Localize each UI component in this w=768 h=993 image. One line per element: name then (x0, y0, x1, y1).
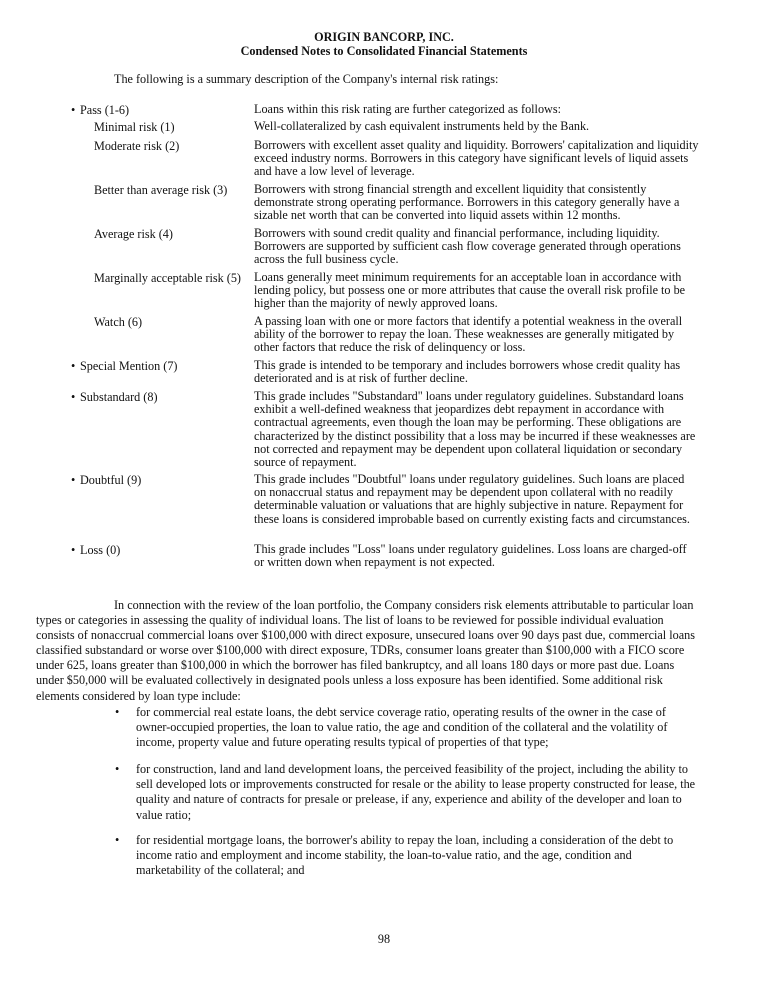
bullet-icon: • (71, 473, 76, 487)
page-title: Condensed Notes to Consolidated Financial Statements (240, 44, 528, 58)
rating-description: Loans within this risk rating are further categorized as follows: (254, 102, 561, 116)
intro-text: The following is a summary description of the Company's internal risk ratings: (114, 72, 499, 86)
rating-label: Marginally acceptable risk (5) (94, 271, 241, 285)
rating-description: Borrowers with sound credit quality and financial performance, including liquidity. Borrowers are supported by sufficient cash flow coverage generated through operations across the full business cycle. (254, 226, 681, 267)
loan-review-paragraph: In connection with the review of the loan portfolio, the Company considers risk elements attributable to particular loan types or categories in assessing the quality of individual loans. The list of loans to be reviewed for possible individual evaluation consists of nonaccrual commercial loans over $100,000 with direct exposure, unsecured loans over 90 days past due, commercial loans classified substandard or worse over $100,000 with direct exposure, TDRs, consumer loans greater than $100,000 with a FICO score under 625, loans greater than $100,000 in which the borrower has filed bankruptcy, and all loans 180 days or more past due. Loans under $50,000 will be evaluated collectively in designated pools unless a loss exposure has been identified. Some additional risk elements considered by loan type include: (36, 598, 695, 703)
bullet-icon: • (115, 833, 120, 847)
rating-label: Doubtful (9) (80, 473, 142, 487)
rating-description: This grade includes "Loss" loans under regulatory guidelines. Loss loans are charged-off or written down when repayment is not expected. (254, 542, 687, 570)
bullet-icon: • (71, 543, 76, 557)
rating-description: A passing loan with one or more factors that identify a potential weakness in the overall ability of the borrower to repay the loan. These weaknesses are generally mitigated by other factors that reduce the risk of delinquency or loss. (254, 314, 683, 355)
list-item-text: for residential mortgage loans, the borrower's ability to repay the loan, including a consideration of the debt to income ratio and employment and income stability, the loan-to-value ratio, and the age, condition and marketability of the collateral; and (136, 833, 674, 878)
rating-description: Well-collateralized by cash equivalent instruments held by the Bank. (254, 119, 590, 133)
bullet-icon: • (71, 103, 76, 117)
bullet-icon: • (115, 762, 120, 776)
bullet-icon: • (71, 359, 76, 373)
rating-description: Loans generally meet minimum requirements for an acceptable loan in accordance with lending policy, but possess one or more attributes that cause the overall risk profile to be higher than the majority of newly approved loans. (254, 270, 686, 311)
list-item-text: for construction, land and land development loans, the perceived feasibility of the project, including the ability to sell developed lots or improvements constructed for resale or the ability to lease property constructed for lease, the quality and nature of contracts for presale or prelease, if any, experience and ability of the developer and loan to value ratio; (136, 762, 696, 822)
bullet-icon: • (71, 390, 76, 404)
rating-description: Borrowers with strong financial strength and excellent liquidity that consistently demonstrate strong operating performance. Borrowers in this category generally have a sizable net worth that can be converted into liquid assets within 12 months. (254, 182, 680, 223)
rating-description: Borrowers with excellent asset quality and liquidity. Borrowers' capitalization and liquidity exceed industry norms. Borrowers in this category have significant levels of liquid assets and have a low level of leverage. (254, 138, 699, 179)
page-number: 98 (377, 932, 391, 946)
rating-label: Watch (6) (94, 315, 143, 329)
rating-description: This grade includes "Substandard" loans under regulatory guidelines. Substandard loans exhibit a well-defined weakness that jeopardizes debt repayment in accordance with contractual agreements, even though the loan may be performing. These obligations are characterized by the distinct possibility that a loss may be incurred if these weaknesses are not corrected and repayment may be dependent upon collateral liquidation or secondary source of repayment. (254, 389, 696, 470)
rating-description: This grade is intended to be temporary and includes borrowers whose credit quality has deteriorated and is at risk of further decline. (254, 358, 681, 386)
list-item-text: for commercial real estate loans, the debt service coverage ratio, operating results of the owner in the case of owner-occupied properties, the loan to value ratio, the age and condition of the collateral and the volatility of income, property value and future operating results typical of properties of that type; (136, 705, 668, 750)
bullet-icon: • (115, 705, 120, 719)
rating-label: Loss (0) (80, 543, 121, 557)
rating-label: Average risk (4) (94, 227, 173, 241)
rating-label: Special Mention (7) (80, 359, 178, 373)
rating-label: Better than average risk (3) (94, 183, 228, 197)
company-name: ORIGIN BANCORP, INC. (314, 30, 454, 44)
rating-label: Pass (1-6) (80, 103, 130, 117)
rating-label: Moderate risk (2) (94, 139, 180, 153)
rating-label: Minimal risk (1) (94, 120, 175, 134)
rating-label: Substandard (8) (80, 390, 158, 404)
rating-description: This grade includes "Doubtful" loans under regulatory guidelines. Such loans are placed on nonaccrual status and repayment may be dependent upon collateral with no readily determinable valuation or valuations that are highly subjective in nature. Repayment for these loans is considered improbable based on currently existing facts and circumstances. (254, 472, 690, 526)
